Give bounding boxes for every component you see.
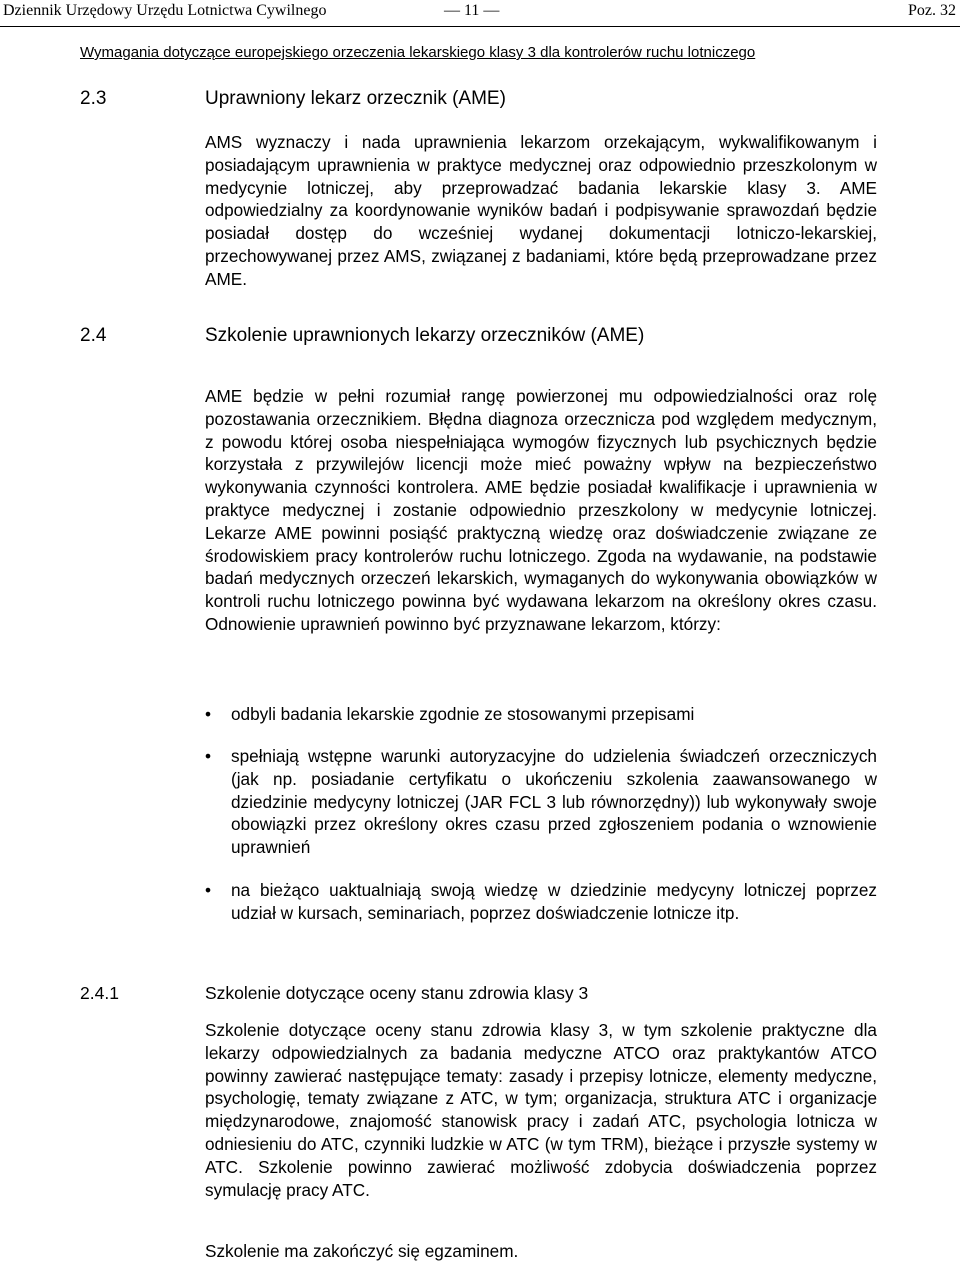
section-2-4-1-body: Szkolenie dotyczące oceny stanu zdrowia klasy 3, w tym szkolenie praktyczne dla lekarzy odpowiedzialnych za badania medyczne ATCO oraz praktykantów ATCO powinny zawierać następujące tematy: zasady i przepisy lotnicze, elementy medyczne, psychologię, tematy związane z ATC, w tym; organizacja, struktura ATC i organizacje międzynarodowe, znajomość stanowisk pracy i zadań ATC, psychologia lotnicza w odniesieniu do ATC, czynniki ludzkie w ATC (w tym TRM), bieżące i przyszłe systemy w ATC. Szkolenie powinno zawierać możliwość zdobycia doświadczenia poprzez symulację pracy ATC. (205, 1020, 877, 1200)
header-rule (0, 26, 960, 27)
list-item (205, 745, 877, 859)
list-item-text: na bieżąco uaktualniają swoją wiedzę w dziedzinie medycyny lotniczej poprzez udział w kursach, seminariach, poprzez doświadczenie lotnicze itp. (231, 880, 877, 923)
bullet-icon: • (205, 704, 212, 724)
document-subtitle: Wymagania dotyczące europejskiego orzeczenia lekarskiego klasy 3 dla kontrolerów ruchu lotniczego (80, 44, 756, 61)
journal-title: Dziennik Urzędowy Urzędu Lotnictwa Cywilnego (3, 2, 327, 19)
section-title: Szkolenie uprawnionych lekarzy orzeczników (AME) (205, 325, 645, 346)
section-title: Szkolenie dotyczące oceny stanu zdrowia klasy 3 (205, 983, 589, 1003)
list-item (205, 879, 877, 925)
page-header (0, 0, 960, 26)
bullet-icon: • (205, 880, 212, 900)
list-item (205, 703, 877, 726)
list-item-text: odbyli badania lekarskie zgodnie ze stosowanymi przepisami (231, 704, 695, 724)
section-2-4-heading (80, 325, 644, 347)
section-number: 2.3 (80, 88, 107, 109)
section-2-3-body: AMS wyznaczy i nada uprawnienia lekarzom orzekającym, wykwalifikowanym i posiadającym uprawnienia w praktyce medycznej oraz odpowiednio przeszkolonym w medycynie lotniczej, aby przeprowadzać badania lekarskie klasy 3. AME odpowiedzialny za koordynowanie wyników badań i podpisywanie sprawozdań będzie posiadał dostęp do wcześniej wydanej dokumentacji lotniczo-lekarskiej, przechowywanej przez AMS, związanej z badaniami, które będą przeprowadzane przez AME. (205, 132, 877, 289)
position-number: Poz. 32 (908, 2, 956, 19)
bullet-icon: • (205, 746, 212, 766)
section-title: Uprawniony lekarz orzecznik (AME) (205, 88, 506, 109)
section-2-3-heading (80, 88, 506, 110)
list-item-text: spełniają wstępne warunki autoryzacyjne do udzielenia świadczeń orzeczniczych (jak np. posiadanie certyfikatu o ukończeniu szkolenia zaawansowanego w dziedzinie medycyny lotniczej (JAR FCL 3 lub równorzędny)) lub wykonywały swoje obowiązki przez określony okres czasu przed zgłoszeniem podania o wznowienie uprawnień (231, 746, 877, 858)
section-2-4-body: AME będzie w pełni rozumiał rangę powierzonej mu odpowiedzialności oraz rolę pozostawania orzecznikiem. Błędna diagnoza orzecznicza pod względem medycznym, z powodu której osoba niespełniająca wymogów fizycznych lub psychicznych będzie korzystała z przywilejów licencji może mieć poważny wpływ na bezpieczeństwo wykonywania czynności kontrolera. AME będzie posiadał kwalifikacje i uprawnienia w praktyce medycznej i zostanie odpowiednio przeszkolony w medycynie lotniczej. Lekarze AME powinni posiąść praktyczną wiedzę oraz doświadczenie związane ze środowiskiem pracy kontrolerów ruchu lotniczego. Zgoda na wydawanie, na podstawie badań medycznych orzeczeń lekarskich, wymaganych do wykonywania obowiązków w kontroli ruchu lotniczego powinna być wydawana lekarzom na określony okres czasu. Odnowienie uprawnień powinno być przyznawane lekarzom, którzy: (205, 386, 877, 634)
section-2-4-1-heading (80, 983, 588, 1004)
page-number: — 11 — (444, 2, 500, 19)
section-2-4-1-closing: Szkolenie ma zakończyć się egzaminem. (205, 1241, 519, 1261)
section-number: 2.4 (80, 325, 107, 346)
section-number: 2.4.1 (80, 983, 119, 1003)
